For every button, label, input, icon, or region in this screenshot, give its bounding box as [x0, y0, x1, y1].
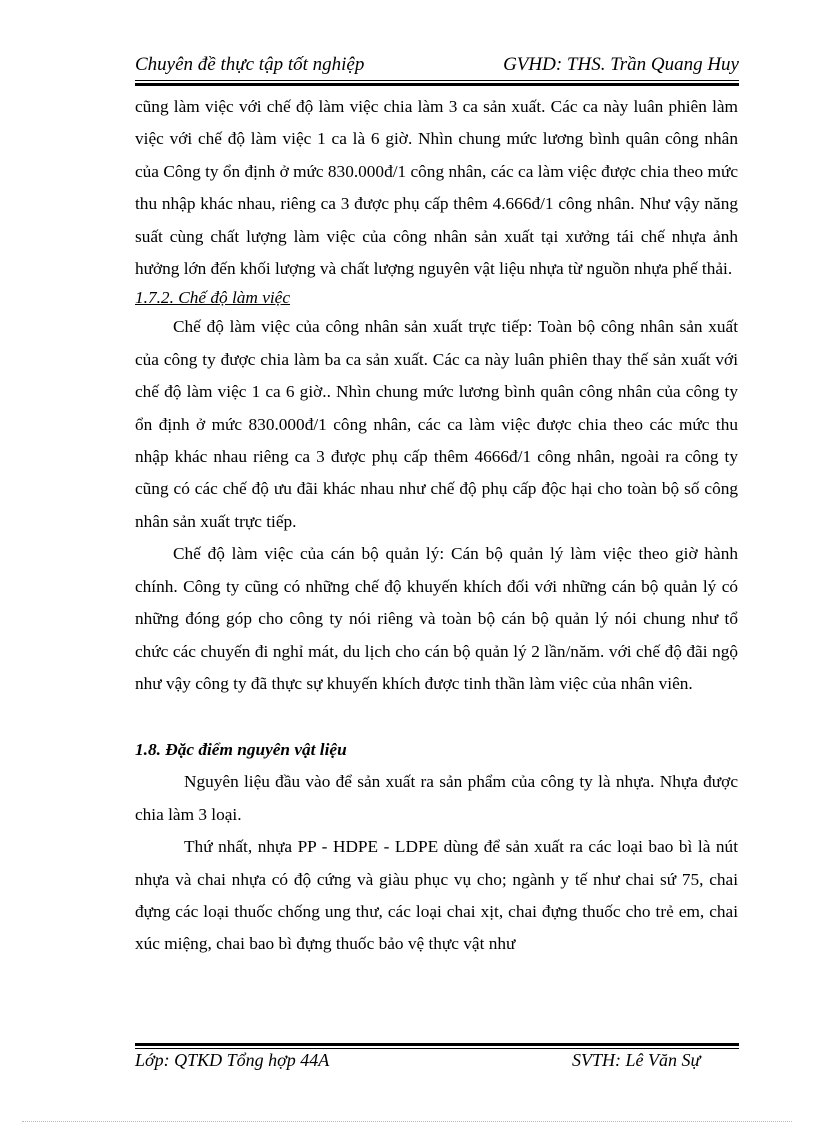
- footer-rule-thin: [135, 1048, 739, 1049]
- header-rule-thin: [135, 80, 739, 81]
- header-advisor: GVHD: THS. Trần Quang Huy: [503, 54, 739, 75]
- document-body: [135, 91, 738, 961]
- paragraph-workers: Chế độ làm việc của công nhân sản xuất trực tiếp: Toàn bộ công nhân sản xuất của công ty được chia làm ba ca sản xuất. Các ca này luân phiên thay thế sản xuất với chế độ làm việc 1 ca 6 giờ.. Nhìn chung mức lương bình quân công nhân của công ty ổn định ở mức 830.000đ/1 công nhân, các ca làm việc được chia theo các mức thu nhập khác nhau riêng ca 3 được phụ cấp thêm 4666đ/1 công nhân, ngoài ra công ty cũng có các chế độ ưu đãi khác nhau như chế độ phụ cấp độc hại cho toàn bộ số công nhân sản xuất trực tiếp.: [135, 317, 738, 531]
- paragraph-managers: Chế độ làm việc của cán bộ quản lý: Cán bộ quản lý làm việc theo giờ hành chính. Công ty cũng có những chế độ khuyến khích đối với những cán bộ quản lý có những đóng góp cho công ty nói riêng và toàn bộ cán bộ quản lý nói chung như tổ chức các chuyến đi nghỉ mát, du lịch cho cán bộ quản lý 2 lần/năm. với chế độ đãi ngộ như vậy công ty đã thực sự khuyến khích được tinh thần làm việc của nhân viên.: [135, 544, 738, 693]
- footer-class: Lớp: QTKD Tổng hợp 44A: [135, 1050, 330, 1070]
- page-edge-divider: [22, 1121, 792, 1122]
- paragraph-intro: cũng làm việc với chế độ làm việc chia làm 3 ca sản xuất. Các ca này luân phiên làm việc với chế độ làm việc 1 ca là 6 giờ. Nhìn chung mức lương bình quân công nhân của Công ty ổn định ở mức 830.000đ/1 công nhân, các ca làm việc được chia theo mức thu nhập khác nhau, riêng ca 3 được phụ cấp thêm 4.666đ/1 công nhân. Như vậy năng suất cùng chất lượng làm việc của công nhân sản xuất tại xưởng tái chế nhựa ảnh hưởng lớn đến khối lượng và chất lượng nguyên vật liệu nhựa từ nguồn nhựa phế thải.: [135, 97, 738, 279]
- paragraph-first-type: Thứ nhất, nhựa PP - HDPE - LDPE dùng để sản xuất ra các loại bao bì là nút nhựa và chai nhựa có độ cứng và giàu phục vụ cho; ngành y tế như chai sứ 75, chai đựng các loại thuốc chống ung thư, các loại chai xịt, chai đựng thuốc cho trẻ em, chai xúc miệng, chai bao bì đựng thuốc bảo vệ thực vật như: [135, 837, 738, 954]
- section-title: 1.8. Đặc điểm nguyên vật liệu: [135, 740, 347, 760]
- footer-rule-thick: [135, 1043, 739, 1046]
- footer-student: SVTH: Lê Văn Sự: [572, 1050, 701, 1070]
- page-header: [135, 52, 739, 78]
- header-rule-thick: [135, 83, 739, 86]
- header-thesis-title: Chuyên đề thực tập tốt nghiệp: [135, 54, 365, 75]
- paragraph-materials: Nguyên liệu đầu vào để sản xuất ra sản phẩm của công ty là nhựa. Nhựa được chia làm 3 loại.: [135, 772, 738, 824]
- subsection-title: 1.7.2. Chế độ làm việc: [135, 288, 291, 308]
- page-footer: [135, 1050, 739, 1076]
- section-spacer: [135, 700, 738, 734]
